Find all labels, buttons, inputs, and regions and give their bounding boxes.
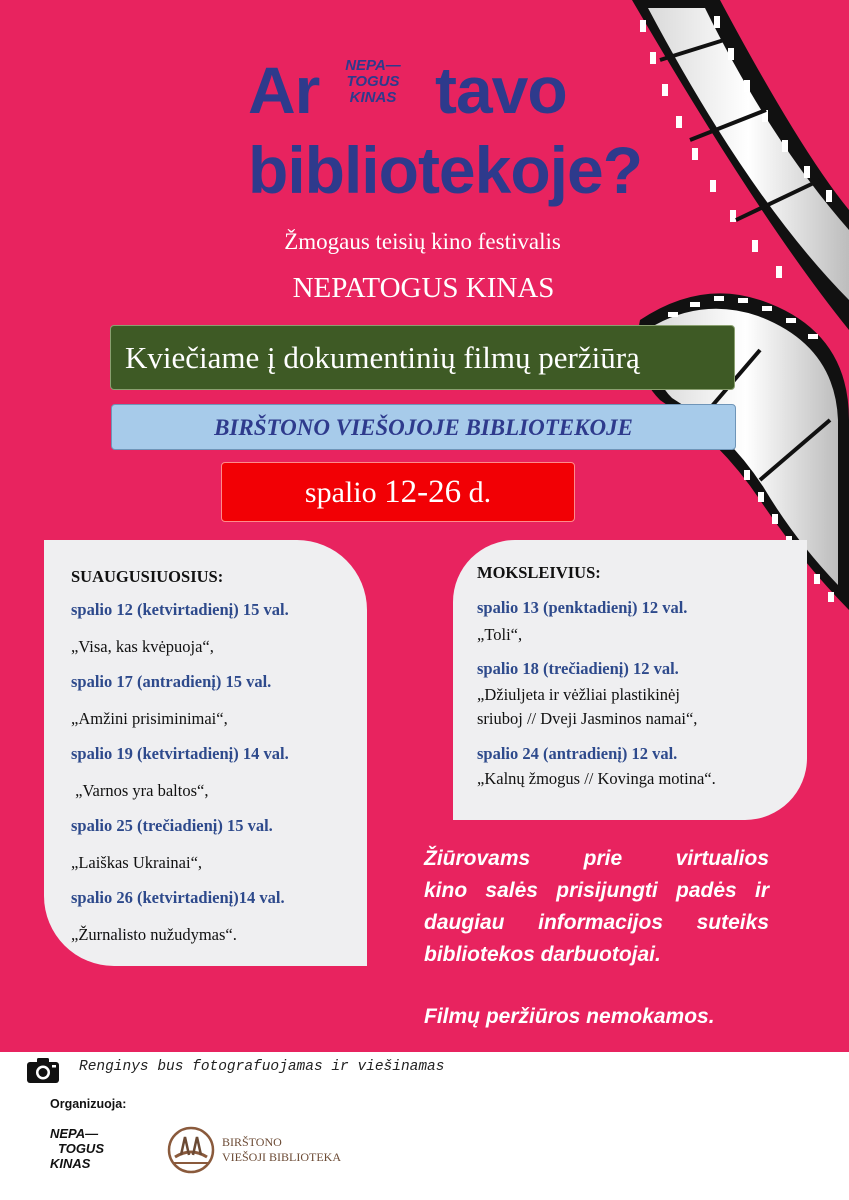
festival-mini-logo — [330, 58, 416, 106]
adults-date: spalio 17 (antradienį) 15 val. — [71, 672, 272, 691]
adults-film-title: „Laiškas Ukrainai“, — [71, 853, 203, 872]
dates-banner — [221, 462, 575, 522]
adults-date: spalio 12 (ketvirtadienį) 15 val. — [71, 600, 289, 619]
headline-word-ar: Ar — [248, 53, 320, 127]
students-date: spalio 13 (penktadienį) 12 val. — [477, 598, 688, 617]
invite-banner: Kviečiame į dokumentinių filmų peržiūrą — [110, 325, 735, 390]
mini-logo-line3: KINAS — [349, 89, 397, 106]
mini-logo-line2: TOGUS — [346, 73, 400, 90]
library-logo-line2: VIEŠOJI BIBLIOTEKA — [222, 1150, 341, 1164]
students-film-title: „Toli“, — [477, 625, 523, 644]
festival-logo-line2: TOGUS — [58, 1141, 104, 1156]
students-schedule-card — [453, 540, 807, 820]
students-date: spalio 18 (trečiadienį) 12 val. — [477, 659, 679, 678]
camera-icon — [26, 1056, 60, 1084]
festival-subtitle-text: Žmogaus teisių kino festivalis — [284, 229, 561, 254]
students-film-title: „Džiuljeta ir vėžliai plastikinėj — [477, 685, 680, 704]
photo-notice: Renginys bus fotografuojamas ir viešinamas — [79, 1059, 445, 1075]
adults-schedule-card — [44, 540, 367, 966]
festival-subtitle — [0, 229, 849, 255]
students-film-title: „Kalnų žmogus // Kovinga motina“. — [477, 769, 716, 788]
dates-range: 12-26 — [384, 474, 462, 510]
adults-date: spalio 25 (trečiadienį) 15 val. — [71, 816, 273, 835]
students-film-title: sriuboj // Dveji Jasminos namai“, — [477, 709, 698, 728]
info-line: Žiūrovams prie virtualios — [424, 847, 769, 870]
free-entry-note: Filmų peržiūros nemokamos. — [424, 1005, 715, 1028]
library-logo-line1: BIRŠTONO — [222, 1135, 282, 1149]
adults-date: spalio 26 (ketvirtadienį)14 val. — [71, 888, 285, 907]
info-paragraph — [424, 843, 769, 971]
festival-name — [0, 272, 849, 305]
festival-logo-line1: NEPA— — [50, 1126, 99, 1141]
adults-film-title: „Varnos yra baltos“, — [71, 781, 209, 800]
adults-heading: SUAUGUSIUOSIUS: — [71, 567, 224, 586]
adults-date: spalio 19 (ketvirtadienį) 14 val. — [71, 744, 289, 763]
dates-suffix: d. — [468, 476, 492, 509]
students-heading: MOKSLEIVIUS: — [477, 563, 601, 582]
headline-line2: bibliotekoje? — [248, 133, 643, 207]
adults-film-title: „Žurnalisto nužudymas“. — [71, 925, 237, 944]
festival-logo — [50, 1126, 104, 1171]
festival-logo-line3: KINAS — [50, 1156, 91, 1171]
info-line: daugiau informacijos suteiks — [424, 911, 769, 934]
library-logo-text — [222, 1135, 341, 1165]
organizer-label: Organizuoja: — [50, 1097, 127, 1111]
headline-word-tavo: tavo — [435, 53, 567, 127]
venue-banner: BIRŠTONO VIEŠOJOJE BIBLIOTEKOJE — [111, 404, 736, 450]
festival-name-text: NEPATOGUS KINAS — [292, 272, 555, 304]
mini-logo-line1: NEPA— — [345, 57, 401, 74]
adults-film-title: „Visa, kas kvėpuoja“, — [71, 637, 214, 656]
students-date: spalio 24 (antradienį) 12 val. — [477, 744, 678, 763]
library-logo-icon — [165, 1125, 217, 1175]
info-line: kino salės prisijungti padės ir — [424, 879, 769, 902]
dates-prefix: spalio — [304, 476, 377, 509]
info-line: bibliotekos darbuotojai. — [424, 943, 661, 966]
adults-film-title: „Amžini prisiminimai“, — [71, 709, 228, 728]
